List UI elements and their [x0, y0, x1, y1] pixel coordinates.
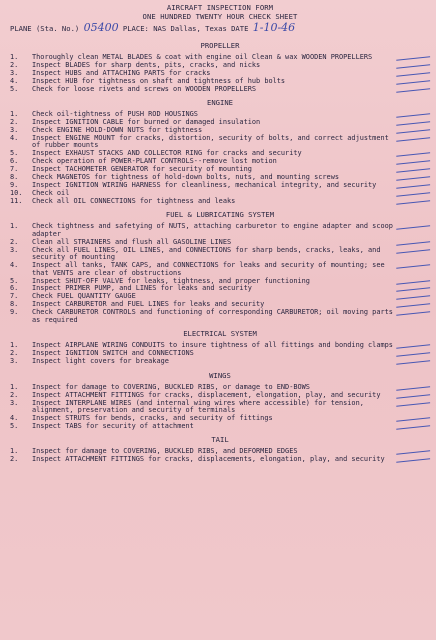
item-text: Check all FUEL LINES, OIL LINES, and CONNECTIONS for sharp bends, cracks, leaks, and security of mounting [32, 245, 381, 262]
item-text: Inspect TABS for security of attachment [32, 421, 194, 430]
checkmark-icon [396, 133, 430, 142]
section-fuel-lubricating-system [10, 209, 430, 324]
item-text: Check tightness and safetying of NUTS, attaching carburetor to engine adapter and scoop adapter [32, 222, 393, 238]
checklist-item [10, 309, 430, 324]
checkmark-icon [396, 455, 430, 464]
plane-label: PLANE (Sta. No.) [10, 24, 80, 33]
item-number: 8. [10, 300, 19, 309]
section-propeller [10, 40, 430, 93]
item-text: Inspect all tanks, TANK CAPS, and CONNECTIONS for leaks and security of mounting; see that VENTS are clear of obstructions [32, 261, 385, 277]
item-number: 11. [10, 196, 23, 205]
item-text: Check FUEL QUANTITY GAUGE [32, 292, 136, 301]
item-number: 9. [10, 180, 19, 189]
item-number: 1. [10, 447, 19, 456]
checklist-item [10, 358, 430, 366]
section-tail [10, 434, 430, 463]
item-text: Check oil [32, 188, 70, 197]
checkmark-icon [396, 164, 430, 173]
checkmark-icon [396, 382, 430, 391]
item-text: Inspect ATTACHMENT FITTINGS for cracks, displacements, elongation, play, and security [32, 455, 385, 464]
checklist [10, 223, 430, 324]
date-value: 1-10-46 [252, 21, 296, 34]
item-text: Inspect IGNITION WIRING HARNESS for cleanliness, mechanical integrity, and security [32, 180, 377, 189]
item-number: 9. [10, 308, 19, 317]
place-value: NAS Dallas, Texas [153, 24, 227, 33]
item-number: 1. [10, 110, 19, 119]
checklist-item [10, 423, 430, 431]
item-number: 4. [10, 76, 19, 85]
item-number: 2. [10, 60, 19, 69]
item-number: 7. [10, 165, 19, 174]
checklist [10, 448, 430, 463]
item-number: 2. [10, 455, 19, 464]
form-subtitle: ONE HUNDRED TWENTY HOUR CHECK SHEET [142, 11, 298, 21]
item-text: Inspect STRUTS for bends, cracks, and security of fittings [32, 413, 273, 422]
item-text: Inspect CARBURETOR and FUEL LINES for leaks and security [32, 300, 265, 309]
checkmark-icon [396, 180, 430, 189]
checklist-item [10, 223, 430, 238]
item-number: 5. [10, 149, 19, 158]
item-number: 5. [10, 276, 19, 285]
section-title: TAIL [211, 435, 229, 445]
checkmark-icon [396, 245, 430, 254]
item-text: Inspect PRIMER PUMP, and LINES for leaks and security [32, 284, 252, 293]
checklist-item [10, 247, 430, 262]
item-number: 2. [10, 237, 19, 246]
section-title: ELECTRICAL SYSTEM [183, 329, 257, 339]
section-wings [10, 370, 430, 431]
checkmark-icon [396, 117, 430, 126]
item-text: Check operation of POWER-PLANT CONTROLS--remove lost motion [32, 157, 277, 166]
checklist [10, 342, 430, 365]
form-header-fields [10, 21, 430, 36]
item-text: Inspect ATTACHMENT FITTINGS for cracks, displacement, elongation, play, and security [32, 390, 381, 399]
item-number: 1. [10, 53, 19, 61]
item-number: 5. [10, 84, 19, 93]
checkmark-icon [396, 307, 430, 316]
item-number: 3. [10, 68, 19, 77]
checklist-item [10, 198, 430, 206]
section-title: ENGINE [207, 98, 233, 108]
checkmark-icon [396, 196, 430, 205]
item-text: Inspect SHUT-OFF VALVE for leaks, tightness, and proper functioning [32, 276, 310, 285]
item-number: 8. [10, 172, 19, 181]
checkmark-icon [396, 188, 430, 197]
plane-number: 05400 [83, 21, 119, 34]
checkmark-icon [396, 60, 430, 69]
item-number: 10. [10, 188, 23, 197]
item-text: Inspect for damage to COVERING, BUCKLED RIBS, and DEFORMED EDGES [32, 447, 298, 456]
item-text: Check ENGINE HOLD-DOWN NUTS for tightness [32, 125, 203, 134]
item-number: 3. [10, 398, 19, 407]
item-number: 2. [10, 390, 19, 399]
item-text: Check CARBURETOR CONTROLS and functioning of corresponding CARBURETOR; oil moving parts as required [32, 308, 393, 324]
date-label: DATE [231, 24, 249, 33]
checklist [10, 111, 430, 205]
checkmark-icon [396, 84, 430, 93]
checklist-item [10, 400, 430, 415]
item-text: Inspect AIRPLANE WIRING CONDUITS to insure tightness of all fittings and bonding clamps [32, 341, 393, 350]
item-number: 2. [10, 118, 19, 127]
item-number: 1. [10, 222, 19, 231]
item-number: 4. [10, 261, 19, 270]
item-text: Inspect IGNITION CABLE for burned or damaged insulation [32, 118, 261, 127]
item-text: Inspect ENGINE MOUNT for cracks, distortion, security of bolts, and correct adjustment of rubber mounts [32, 133, 389, 150]
item-number: 7. [10, 292, 19, 301]
item-text: Inspect TACHOMETER GENERATOR for security of mounting [32, 165, 252, 174]
item-number: 1. [10, 341, 19, 350]
section-electrical-system [10, 328, 430, 365]
checkmark-icon [396, 172, 430, 181]
checkmark-icon [396, 237, 430, 246]
item-number: 2. [10, 349, 19, 358]
section-title: FUEL & LUBRICATING SYSTEM [165, 210, 275, 220]
checklist [10, 384, 430, 431]
item-text: Check MAGNETOS for tightness of hold-down bolts, nuts, and mounting screws [32, 172, 339, 181]
item-number: 4. [10, 413, 19, 422]
checklist-item [10, 262, 430, 277]
item-number: 1. [10, 382, 19, 391]
item-number: 6. [10, 157, 19, 166]
item-number: 3. [10, 357, 19, 366]
checkmark-icon [396, 125, 430, 134]
form-title: AIRCRAFT INSPECTION FORM [166, 3, 274, 12]
section-title: PROPELLER [200, 41, 240, 50]
checklist [10, 54, 430, 93]
section-title: WINGS [209, 370, 231, 380]
item-text: Check for loose rivets and screws on WOODEN PROPELLERS [32, 84, 257, 93]
checklist-item [10, 456, 430, 464]
checkmark-icon [396, 260, 430, 269]
item-text: Inspect EXHAUST STACKS AND COLLECTOR RING for cracks and security [32, 149, 302, 158]
checkmark-icon [396, 390, 430, 399]
checkmark-icon [396, 413, 430, 422]
inspection-sections [10, 40, 430, 464]
item-number: 5. [10, 421, 19, 430]
item-text: Check oil-tightness of PUSH ROD HOUSINGS [32, 110, 198, 119]
checklist-item [10, 86, 430, 94]
item-text: Inspect HUB for tightness on shaft and tightness of hub bolts [32, 76, 286, 85]
item-text: Inspect IGNITION SWITCH and CONNECTIONS [32, 349, 194, 358]
checkmark-icon [396, 52, 430, 61]
place-label: PLACE: [122, 24, 149, 33]
item-number: 4. [10, 133, 19, 142]
item-number: 3. [10, 125, 19, 134]
checkmark-icon [396, 221, 430, 230]
item-text: Clean all STRAINERS and flush all GASOLINE LINES [32, 237, 232, 246]
checklist-item [10, 182, 430, 190]
section-engine [10, 97, 430, 205]
item-number: 3. [10, 245, 19, 254]
checkmark-icon [396, 356, 430, 365]
checklist-item [10, 135, 430, 150]
item-text: Inspect HUBS and ATTACHING PARTS for cracks [32, 68, 211, 77]
item-text: Inspect light covers for breakage [32, 357, 169, 366]
item-text: Inspect for damage to COVERING, BUCKLED RIBS, or damage to END-BOWS [32, 382, 310, 391]
checkmark-icon [396, 421, 430, 430]
item-text: Check all OIL CONNECTIONS for tightness and leaks [32, 196, 236, 205]
checkmark-icon [396, 76, 430, 85]
item-text: Inspect BLADES for sharp dents, pits, cracks, and nicks [32, 60, 261, 69]
item-text: Inspect INTERPLANE WIRES (and internal wing wires where accessible) for tension, alignment, preservation and security of terminals [32, 398, 364, 415]
item-number: 6. [10, 284, 19, 293]
item-text: Thoroughly clean METAL BLADES & coat with engine oil Clean & wax WOODEN PROPELLERS [32, 53, 373, 61]
checkmark-icon [396, 68, 430, 77]
checkmark-icon [396, 398, 430, 407]
